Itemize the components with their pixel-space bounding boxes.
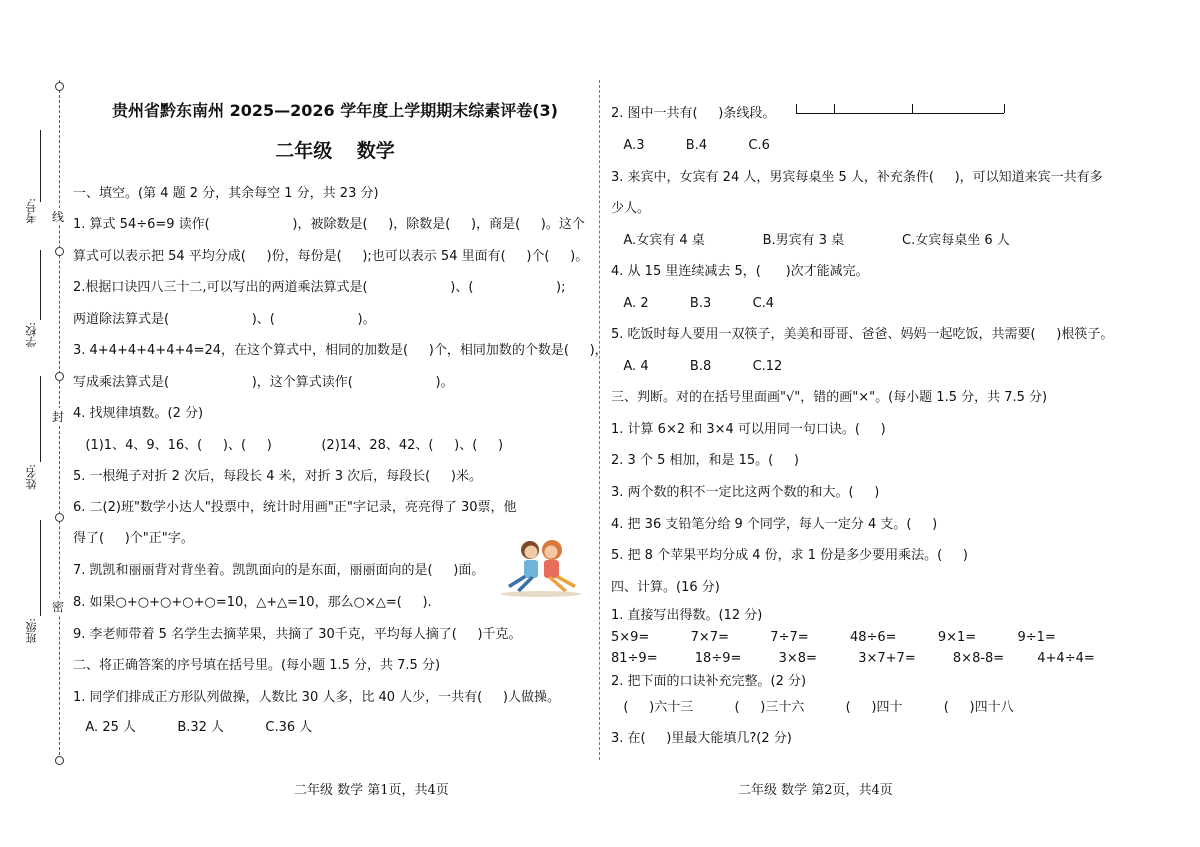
left-question-line: 两道除法算式是( )、( )。 [73, 312, 376, 327]
left-question-line: 1. 算式 54÷6=9 读作( )，被除数是( )，除数是( )，商是( )。这个 [73, 217, 585, 232]
right-question-line: 2. 图中一共有( )条线段。 [611, 106, 776, 121]
left-question-line: 8. 如果○+○+○+○+○=10，△+△=10，那么○×△=( ). [73, 595, 432, 610]
right-question-line: 81÷9= 18÷9= 3×8= 3×7+7= 8×8-8= 4+4÷4= [611, 651, 1095, 666]
kids-back-to-back-illustration [498, 538, 584, 598]
column-divider [599, 80, 600, 760]
left-question-line: 7. 凯凯和丽丽背对背坐着。凯凯面向的是东面，丽丽面向的是( )面。 [73, 563, 485, 578]
left-question-line: 9. 李老师带着 5 名学生去摘苹果，共摘了 30千克，平均每人摘了( )千克。 [73, 627, 522, 642]
right-question-line: 3. 在( )里最大能填几?(2 分) [611, 731, 792, 746]
exam-number-blank[interactable] [40, 130, 41, 202]
binding-hole [55, 247, 64, 256]
right-question-line: 3. 来宾中，女宾有 24 人，男宾每桌坐 5 人，补充条件( )，可以知道来宾一共有多 [611, 170, 1103, 185]
right-question-line: 2. 3 个 5 相加，和是 15。( ) [611, 453, 799, 468]
left-question-line: 1. 同学们排成正方形队列做操，人数比 30 人多，比 40 人少，一共有( )人做操。 [73, 690, 560, 705]
name-blank[interactable] [40, 376, 41, 462]
exam-subtitle: 二年级 数学 [275, 140, 395, 162]
exam-number-label: 考号: [25, 198, 38, 224]
left-question-line: 5. 一根绳子对折 2 次后，每段长 4 米，对折 3 次后，每段长( )米。 [73, 469, 482, 484]
left-question-line: 6. 二(2)班"数学小达人"投票中，统计时用画"正"字记录，亮亮得了 30票，他 [73, 500, 517, 515]
left-question-line: A. 25 人 B.32 人 C.36 人 [73, 720, 313, 735]
left-question-line: (1)1、4、9、16、( )、( ) (2)14、28、42、( )、( ) [73, 438, 504, 453]
left-question-line: 2.根据口诀四八三十二,可以写出的两道乘法算式是( )、( ); [73, 280, 566, 295]
name-label: 姓名: [25, 464, 38, 490]
left-question-line: 4. 找规律填数。(2 分) [73, 406, 204, 421]
right-question-line: 少人。 [611, 201, 651, 216]
binding-hole [55, 372, 64, 381]
right-question-line: 5. 把 8 个苹果平均分成 4 份，求 1 份是多少要用乘法。( ) [611, 548, 968, 563]
binding-char-xian: 线 [52, 210, 65, 224]
right-question-line: 四、计算。(16 分) [611, 580, 720, 595]
right-question-line: 三、判断。对的在括号里面画"√"，错的画"×"。(每小题 1.5 分，共 7.5 分) [611, 390, 1048, 405]
right-question-line: A.女宾有 4 桌 B.男宾有 3 桌 C.女宾每桌坐 6 人 [611, 233, 1010, 248]
binding-hole [55, 756, 64, 765]
right-question-line: 4. 从 15 里连续减去 5，( )次才能减完。 [611, 264, 869, 279]
binding-hole [55, 513, 64, 522]
school-blank[interactable] [40, 250, 41, 320]
class-label: 班级: [25, 618, 38, 644]
school-label: 学校: [25, 322, 38, 348]
left-question-line: 算式可以表示把 54 平均分成( )份，每份是( );也可以表示 54 里面有( )个( )。 [73, 249, 589, 264]
right-question-line: 5. 吃饭时每人要用一双筷子，美美和哥哥、爸爸、妈妈一起吃饭，共需要( )根筷子。 [611, 327, 1114, 342]
binding-char-mi: 密 [52, 600, 65, 614]
right-question-line: A. 2 B.3 C.4 [611, 296, 775, 311]
right-question-line: 1. 直接写出得数。(12 分) [611, 608, 763, 623]
right-question-line: A. 4 B.8 C.12 [611, 359, 783, 374]
right-question-line: 4. 把 36 支铅笔分给 9 个同学，每人一定分 4 支。( ) [611, 517, 938, 532]
right-question-line: 5×9= 7×7= 7÷7= 48÷6= 9×1= 9÷1= [611, 630, 1056, 645]
left-question-line: 一、填空。(第 4 题 2 分，其余每空 1 分，共 23 分) [73, 186, 379, 201]
binding-hole [55, 82, 64, 91]
exam-title: 贵州省黔东南州 2025—2026 学年度上学期期末综素评卷(3) [112, 101, 558, 120]
left-question-line: 写成乘法算式是( )，这个算式读作( )。 [73, 375, 454, 390]
binding-char-feng: 封 [52, 410, 65, 424]
page-footer-right: 二年级 数学 第2页，共4页 [738, 783, 893, 798]
left-question-line: 二、将正确答案的序号填在括号里。(每小题 1.5 分，共 7.5 分) [73, 658, 441, 673]
class-blank[interactable] [40, 520, 41, 616]
right-question-line: 2. 把下面的口诀补充完整。(2 分) [611, 674, 807, 689]
page-footer-left: 二年级 数学 第1页，共4页 [294, 783, 449, 798]
right-question-line: ( )六十三 ( )三十六 ( )四十 ( )四十八 [611, 700, 1014, 715]
left-question-line: 得了( )个"正"字。 [73, 531, 194, 546]
left-question-line: 3. 4+4+4+4+4+4=24，在这个算式中，相同的加数是( )个，相同加数的个数是( )， [73, 343, 608, 358]
right-question-line: 1. 计算 6×2 和 3×4 可以用同一句口诀。( ) [611, 422, 886, 437]
right-question-line: 3. 两个数的积不一定比这两个数的和大。( ) [611, 485, 880, 500]
right-question-line: A.3 B.4 C.6 [611, 138, 770, 153]
